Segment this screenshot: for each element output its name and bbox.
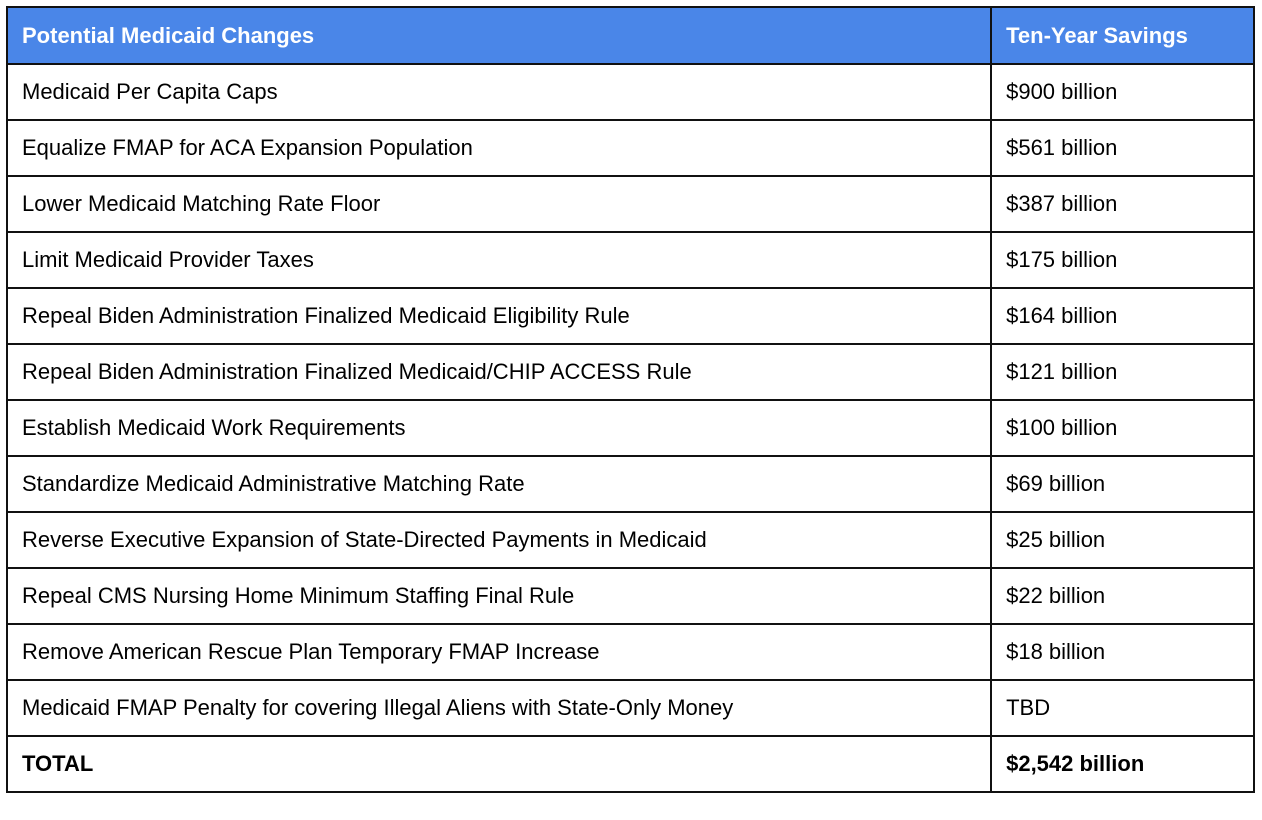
savings-cell: $100 billion [991,400,1254,456]
change-cell: Repeal Biden Administration Finalized Medicaid/CHIP ACCESS Rule [7,344,991,400]
medicaid-changes-table [6,6,1255,793]
savings-cell: TBD [991,680,1254,736]
table-row [7,288,1254,344]
table-header-row [7,7,1254,64]
change-cell: Limit Medicaid Provider Taxes [7,232,991,288]
savings-cell: $387 billion [991,176,1254,232]
table-row [7,64,1254,120]
total-row [7,736,1254,792]
change-cell: Repeal CMS Nursing Home Minimum Staffing Final Rule [7,568,991,624]
table-row [7,456,1254,512]
table-row [7,624,1254,680]
change-cell: Establish Medicaid Work Requirements [7,400,991,456]
savings-cell: $175 billion [991,232,1254,288]
savings-cell: $25 billion [991,512,1254,568]
savings-cell: $900 billion [991,64,1254,120]
savings-cell: $121 billion [991,344,1254,400]
change-cell: Medicaid Per Capita Caps [7,64,991,120]
savings-cell: $164 billion [991,288,1254,344]
change-cell: Standardize Medicaid Administrative Matching Rate [7,456,991,512]
table-row [7,568,1254,624]
table-row [7,400,1254,456]
savings-cell: $69 billion [991,456,1254,512]
column-header-savings: Ten-Year Savings [991,7,1254,64]
table-row [7,176,1254,232]
change-cell: Lower Medicaid Matching Rate Floor [7,176,991,232]
table-row [7,232,1254,288]
table-row [7,344,1254,400]
change-cell: Medicaid FMAP Penalty for covering Illegal Aliens with State-Only Money [7,680,991,736]
savings-cell: $561 billion [991,120,1254,176]
change-cell: Reverse Executive Expansion of State-Directed Payments in Medicaid [7,512,991,568]
change-cell: Repeal Biden Administration Finalized Medicaid Eligibility Rule [7,288,991,344]
table-row [7,120,1254,176]
total-savings: $2,542 billion [991,736,1254,792]
change-cell: Equalize FMAP for ACA Expansion Population [7,120,991,176]
table-row [7,680,1254,736]
total-label: TOTAL [7,736,991,792]
savings-cell: $22 billion [991,568,1254,624]
change-cell: Remove American Rescue Plan Temporary FMAP Increase [7,624,991,680]
column-header-changes: Potential Medicaid Changes [7,7,991,64]
table-row [7,512,1254,568]
savings-cell: $18 billion [991,624,1254,680]
